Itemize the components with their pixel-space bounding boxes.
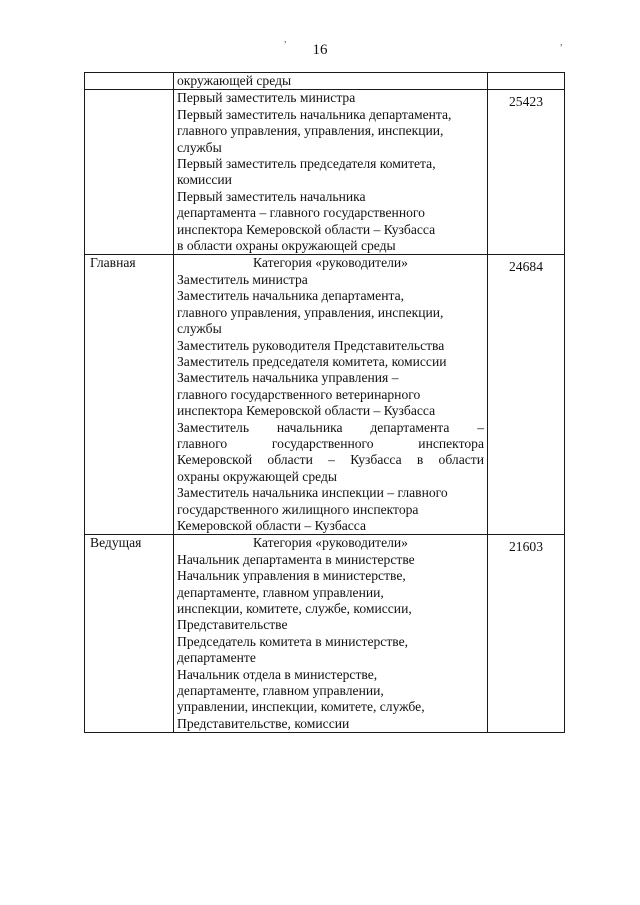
position-line: главного управления, управления, инспекции, bbox=[177, 304, 444, 320]
position-line: департамента – главного государственного bbox=[177, 205, 425, 221]
table-row bbox=[85, 90, 565, 255]
group-cell bbox=[85, 90, 174, 255]
category-heading: Категория «руководители» bbox=[253, 255, 408, 271]
position-line: главного государственного ветеринарного bbox=[177, 386, 421, 402]
position-line: департаменте, главном управлении, bbox=[177, 584, 384, 600]
salary-table bbox=[84, 72, 565, 733]
position-line: управлении, инспекции, комитете, службе, bbox=[177, 699, 425, 715]
position-line: Заместитель начальника управления – bbox=[177, 370, 399, 386]
page-number: 16 bbox=[312, 42, 328, 58]
group-cell: Главная bbox=[85, 255, 174, 535]
amount-cell: 25423 bbox=[488, 90, 565, 255]
amount-cell: 24684 bbox=[488, 255, 565, 535]
position-line: Заместитель председателя комитета, комиссии bbox=[177, 353, 447, 369]
position-line: департаменте bbox=[177, 650, 256, 666]
position-line: государственного жилищного инспектора bbox=[177, 501, 419, 517]
scan-artifact: , bbox=[560, 37, 563, 48]
position-line: Заместитель начальника департамента – bbox=[177, 419, 484, 435]
position-line: службы bbox=[177, 321, 222, 337]
position-line: Начальник управления в министерстве, bbox=[177, 568, 406, 584]
position-line: охраны окружающей среды bbox=[177, 468, 338, 484]
position-line: департаменте, главном управлении, bbox=[177, 683, 384, 699]
position-line: Начальник отдела в министерстве, bbox=[177, 666, 378, 682]
position-line: Первый заместитель председателя комитета, bbox=[177, 156, 436, 172]
position-line: инспекции, комитете, службе, комиссии, bbox=[177, 601, 412, 616]
position-line: инспектора Кемеровской области – Кузбасса bbox=[177, 221, 436, 237]
scan-artifact: , bbox=[284, 34, 287, 45]
table-row bbox=[85, 73, 565, 90]
amount-cell bbox=[488, 73, 565, 90]
positions-cell bbox=[174, 90, 488, 255]
position-line: Кемеровской области – Кузбасса в области bbox=[177, 452, 484, 468]
position-line: Кемеровской области – Кузбасса bbox=[177, 517, 367, 533]
positions-cell bbox=[174, 73, 488, 90]
position-line: Представительстве, комиссии bbox=[177, 715, 350, 731]
position-line: Представительстве bbox=[177, 617, 288, 633]
position-line: Первый заместитель министра bbox=[177, 90, 356, 106]
position-line: инспектора Кемеровской области – Кузбасса bbox=[177, 403, 436, 419]
position-line: главного государственного инспектора bbox=[177, 435, 484, 451]
positions-cell bbox=[174, 255, 488, 535]
position-line: в области охраны окружающей среды bbox=[177, 238, 396, 254]
position-line: Председатель комитета в министерстве, bbox=[177, 633, 409, 649]
group-cell: Ведущая bbox=[85, 535, 174, 733]
position-line: службы bbox=[177, 139, 222, 155]
table-row bbox=[85, 255, 565, 535]
position-line: Заместитель начальника инспекции – главного bbox=[177, 485, 448, 501]
position-line: Первый заместитель начальника bbox=[177, 188, 366, 204]
position-line: Заместитель министра bbox=[177, 271, 308, 287]
position-line: комиссии bbox=[177, 172, 232, 188]
position-line: главного управления, управления, инспекции, bbox=[177, 123, 444, 139]
positions-cell bbox=[174, 535, 488, 733]
position-line: Первый заместитель начальника департамента, bbox=[177, 106, 452, 122]
group-cell bbox=[85, 73, 174, 90]
amount-cell: 21603 bbox=[488, 535, 565, 733]
position-line: Заместитель руководителя Представительства bbox=[177, 337, 445, 353]
position-line: Начальник департамента в министерстве bbox=[177, 551, 415, 567]
position-line: Заместитель начальника департамента, bbox=[177, 288, 405, 304]
table-row bbox=[85, 535, 565, 733]
category-heading: Категория «руководители» bbox=[253, 535, 408, 551]
position-line: окружающей среды bbox=[177, 73, 292, 88]
